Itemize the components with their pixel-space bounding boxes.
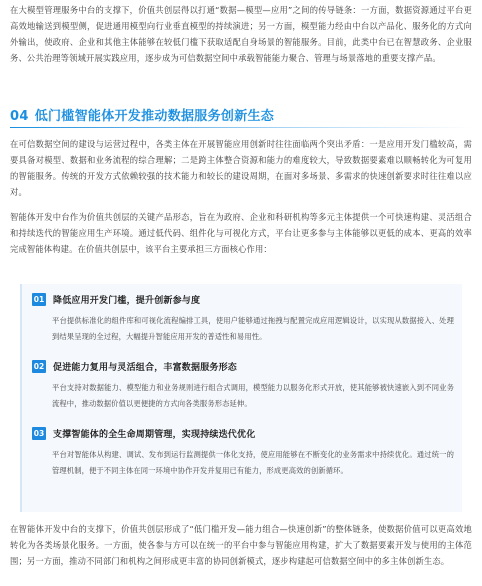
capability-2-desc: 平台支持对数据能力、模型能力和业务规则进行组合式调用，模型能力以服务化形式开放，使其能够被快速嵌入到不同业务流程中，推动数据价值以更便捷的方式向各类服务形态延伸。 [52, 383, 454, 408]
capability-2-number: 02 [33, 361, 45, 371]
intro-paragraph: 在大模型管理服务中台的支撑下，价值共创层得以打通“数据—模型—应用”之间的传导链条：一方面，数据资源通过平台更高效地输送到模型侧，促进通用模型向行业垂直模型的持续演进；另一方面，模型能力经由中台以产品化、服务化的方式向外输出，使政府、企业和其他主体能够在较低门槛下获取适配自身场景的智能服务。目前，此类中台已在智慧政务、企业服务、公共治理等领域开展实践应用，逐步成为可信数据空间中承载智能能力聚合、管理与场景落地的重要支撑产品。 [10, 5, 472, 63]
section-heading [10, 105, 274, 124]
body-paragraph-2: 智能体开发中台作为价值共创层的关键产品形态，旨在为政府、企业和科研机构等多元主体提供一个可快速构建、灵活组合和持续迭代的智能应用生产环境。通过低代码、组件化与可视化方式，平台让更多参与主体能够以更低的成本、更高的效率完成智能体构建。在价值共创层中，该平台主要承担三方面核心作用： [10, 212, 472, 254]
capability-3-heading [32, 425, 255, 441]
body-paragraph-1: 在可信数据空间的建设与运营过程中，各类主体在开展智能应用创新时往往面临两个突出矛盾：一是应用开发门槛较高，需要具备对模型、数据和业务流程的综合理解；二是跨主体整合资源和能力的难度较大，导致数据要素难以顺畅转化为可复用的智能服务。传统的开发方式依赖较强的技术能力和较长的建设周期，在面对多场景、多需求的快速创新要求时往往难以应对。 [10, 139, 472, 197]
capability-1-number: 01 [33, 294, 45, 304]
capability-1-desc: 平台提供标准化的组件库和可视化流程编排工具，使用户能够通过拖拽与配置完成应用逻辑设计，以实现从数据接入、处理到结果呈现的全过程，大幅提升智能应用开发的普适性和易用性。 [52, 316, 454, 341]
section-title-text: 低门槛智能体开发推动数据服务创新生态 [34, 109, 275, 124]
capability-1-title: 降低应用开发门槛，提升创新参与度 [53, 295, 201, 306]
capability-3-desc: 平台对智能体从构建、调试、发布到运行监测提供一体化支持，使应用能够在不断变化的业务需求中持续优化。通过统一的管理机制，便于不同主体在同一环境中协作开发并复用已有能力，形成更高效的创新循环。 [52, 450, 454, 475]
capability-3-title: 支撑智能体的全生命周期管理，实现持续迭代优化 [53, 429, 256, 440]
capability-1-heading [32, 291, 200, 307]
section-number: 04 [10, 109, 29, 124]
capability-3-number: 03 [33, 428, 45, 438]
closing-paragraph: 在智能体开发中台的支撑下，价值共创层形成了“低门槛开发—能力组合—快速创新”的整体链条，使数据价值可以更高效地转化为各类场景化服务。一方面，使各参与方可以在统一的平台中参与智能应用构建，扩大了数据要素开发与使用的主体范围；另一方面，推动不同部门和机构之间形成更丰富的协同创新模式，逐步构建起可信数据空间中的多主体创新生态。 [10, 524, 472, 566]
capability-2-title: 促进能力复用与灵活组合，丰富数据服务形态 [53, 362, 238, 373]
capability-2-heading [32, 358, 237, 374]
section-divider [10, 127, 472, 128]
